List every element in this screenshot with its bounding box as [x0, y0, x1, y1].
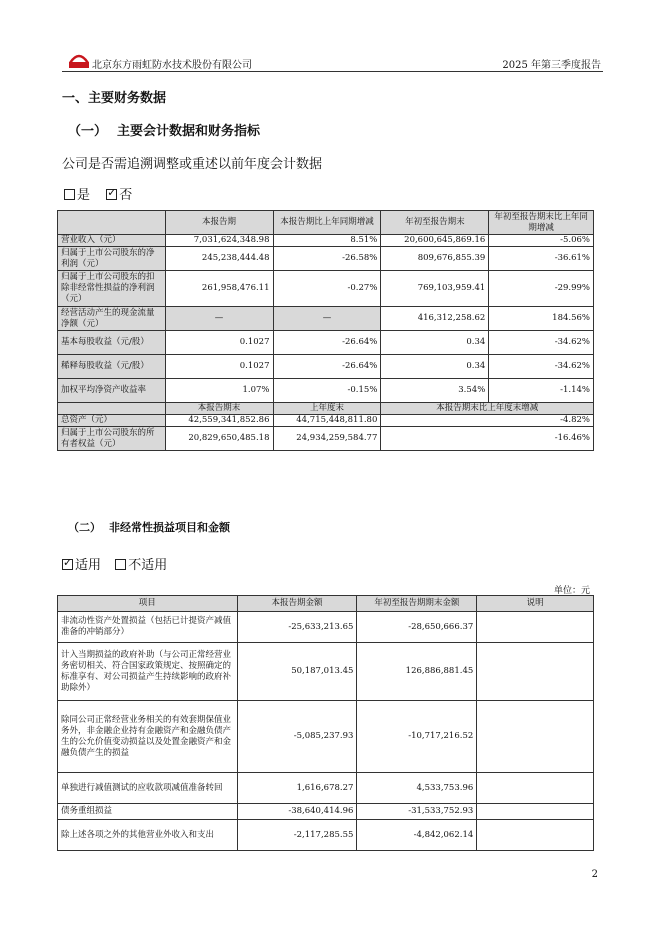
table-row: 经营活动产生的现金流量净额（元） — — 416,312,258.62 184.56%: [58, 307, 594, 331]
section-title: 一、主要财务数据: [62, 91, 167, 106]
table-row: 加权平均净资产收益率 1.07% -0.15% 3.54% -1.14%: [58, 379, 594, 403]
table-row: 除同公司正常经营业务相关的有效套期保值业务外，非金融企业持有金融资产和金融负债产生的公允价值变动损益以及处置金融资产和金融负债产生的损益 -5,085,237.93 -10,717,216.52: [58, 701, 594, 773]
table-row: 稀释每股收益（元/股） 0.1027 -26.64% 0.34 -34.62%: [58, 355, 594, 379]
table-row: 归属于上市公司股东的扣除非经常性损益的净利润（元） 261,958,476.11 -0.27% 769,103,959.41 -29.99%: [58, 271, 594, 307]
table-header-row: 本报告期 本报告期比上年同期增减 年初至报告期末 年初至报告期末比上年同期增减: [58, 211, 594, 235]
subsection-title-2: （二） 非经常性损益项目和金额: [68, 521, 230, 534]
company-name: 北京东方雨虹防水技术股份有限公司: [92, 60, 252, 71]
financial-data-table: [57, 210, 594, 451]
table-row: 基本每股收益（元/股） 0.1027 -26.64% 0.34 -34.62%: [58, 331, 594, 355]
table-header-row-2: 本报告期末 上年度末 本报告期末比上年度末增减: [58, 403, 594, 415]
table-row: 单独进行减值测试的应收款项减值准备转回 1,616,678.27 4,533,753.96: [58, 773, 594, 804]
checkbox-not-applicable[interactable]: [115, 559, 126, 570]
table-row: 非流动性资产处置损益（包括已计提资产减值准备的冲销部分） -25,633,213.65 -28,650,666.37: [58, 612, 594, 643]
table-row: 总资产（元） 42,559,341,852.86 44,715,448,811.80 -4.82%: [58, 415, 594, 427]
non-recurring-items-table: [57, 595, 594, 851]
table-row: 计入当期损益的政府补助（与公司正常经营业务密切相关、符合国家政策规定、按照确定的标准享有、对公司损益产生持续影响的政府补助除外） 50,187,013.45 126,886,881.45: [58, 643, 594, 701]
restate-question: 公司是否需追溯调整或重述以前年度会计数据: [62, 157, 323, 172]
company-logo-icon: [68, 51, 90, 69]
page-header: [62, 50, 603, 72]
table-row: 归属于上市公司股东的净利润（元） 245,238,444.48 -26.58% 809,676,855.39 -36.61%: [58, 247, 594, 271]
unit-label: 单位：元: [553, 586, 590, 596]
checkbox-yes-label: 是: [77, 188, 91, 203]
table-header-row: 项目 本报告期金额 年初至报告期期末金额 说明: [58, 596, 594, 612]
checkbox-applicable[interactable]: [62, 559, 73, 570]
table-row: 债务重组损益 -38,640,414.96 -31,533,752.93: [58, 804, 594, 820]
checkbox-not-applicable-label: 不适用: [128, 558, 168, 573]
checkbox-yes[interactable]: [64, 189, 75, 200]
table-row: 除上述各项之外的其他营业外收入和支出 -2,117,285.55 -4,842,062.14: [58, 820, 594, 851]
page-number: 2: [591, 869, 598, 880]
subsection-title-1: （一） 主要会计数据和财务指标: [68, 124, 261, 139]
checkbox-no[interactable]: [106, 189, 117, 200]
table-row: 归属于上市公司股东的所有者权益（元） 20,829,650,485.18 24,934,259,584.77 -16.46%: [58, 427, 594, 451]
table-row: 营业收入（元） 7,031,624,348.98 8.51% 20,600,645,869.16 -5.06%: [58, 235, 594, 247]
applicable-options: [62, 554, 167, 573]
checkbox-applicable-label: 适用: [75, 558, 102, 573]
report-title: 2025 年第三季度报告: [502, 60, 601, 71]
restate-options: [64, 184, 132, 203]
checkbox-no-label: 否: [119, 188, 133, 203]
